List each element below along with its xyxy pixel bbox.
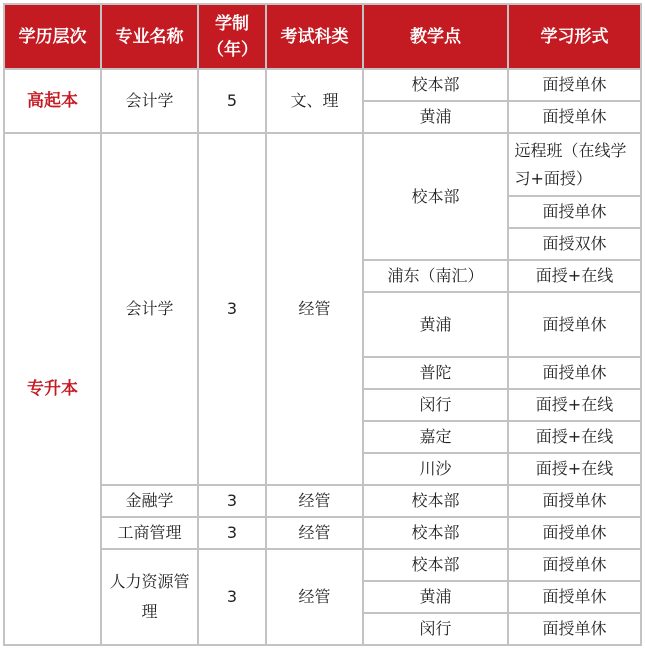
form-cell: 面授+在线 [508,421,641,453]
site-cell: 校本部 [363,485,508,517]
years-cell: 5 [198,69,266,133]
form-cell: 面授单休 [508,549,641,581]
form-cell: 面授+在线 [508,389,641,421]
years-cell: 3 [198,133,266,485]
header-years: 学制（年） [198,4,266,69]
major-cell: 会计学 [101,133,198,485]
major-cell: 金融学 [101,485,198,517]
level-cell: 专升本 [4,133,101,645]
site-cell: 黄浦 [363,101,508,133]
header-major: 专业名称 [101,4,198,69]
major-cell: 人力资源管理 [101,549,198,645]
site-cell: 嘉定 [363,421,508,453]
form-cell: 面授单休 [508,69,641,101]
category-cell: 经管 [266,549,363,645]
site-cell: 校本部 [363,549,508,581]
header-row [4,4,641,69]
form-cell: 远程班（在线学习+面授） [508,133,641,196]
form-cell: 面授+在线 [508,260,641,292]
form-cell: 面授单休 [508,196,641,228]
header-level: 学历层次 [4,4,101,69]
category-cell: 经管 [266,133,363,485]
form-cell: 面授单休 [508,581,641,613]
form-cell: 面授单休 [508,101,641,133]
years-cell: 3 [198,517,266,549]
header-site: 教学点 [363,4,508,69]
form-cell: 面授单休 [508,292,641,357]
programs-table [3,3,642,646]
header-form: 学习形式 [508,4,641,69]
site-cell: 闵行 [363,389,508,421]
form-cell: 面授单休 [508,485,641,517]
form-cell: 面授单休 [508,357,641,389]
table-row [4,69,641,101]
site-cell: 黄浦 [363,581,508,613]
site-cell: 川沙 [363,453,508,485]
form-cell: 面授+在线 [508,453,641,485]
form-cell: 面授双休 [508,228,641,260]
years-cell: 3 [198,549,266,645]
table-row [4,133,641,196]
category-cell: 经管 [266,517,363,549]
years-cell: 3 [198,485,266,517]
major-cell: 会计学 [101,69,198,133]
category-cell: 文、理 [266,69,363,133]
category-cell: 经管 [266,485,363,517]
major-cell: 工商管理 [101,517,198,549]
site-cell: 校本部 [363,133,508,260]
form-cell: 面授单休 [508,613,641,645]
site-cell: 普陀 [363,357,508,389]
site-cell: 校本部 [363,69,508,101]
site-cell: 黄浦 [363,292,508,357]
form-cell: 面授单休 [508,517,641,549]
site-cell: 浦东（南汇） [363,260,508,292]
level-cell: 高起本 [4,69,101,133]
site-cell: 校本部 [363,517,508,549]
header-category: 考试科类 [266,4,363,69]
site-cell: 闵行 [363,613,508,645]
